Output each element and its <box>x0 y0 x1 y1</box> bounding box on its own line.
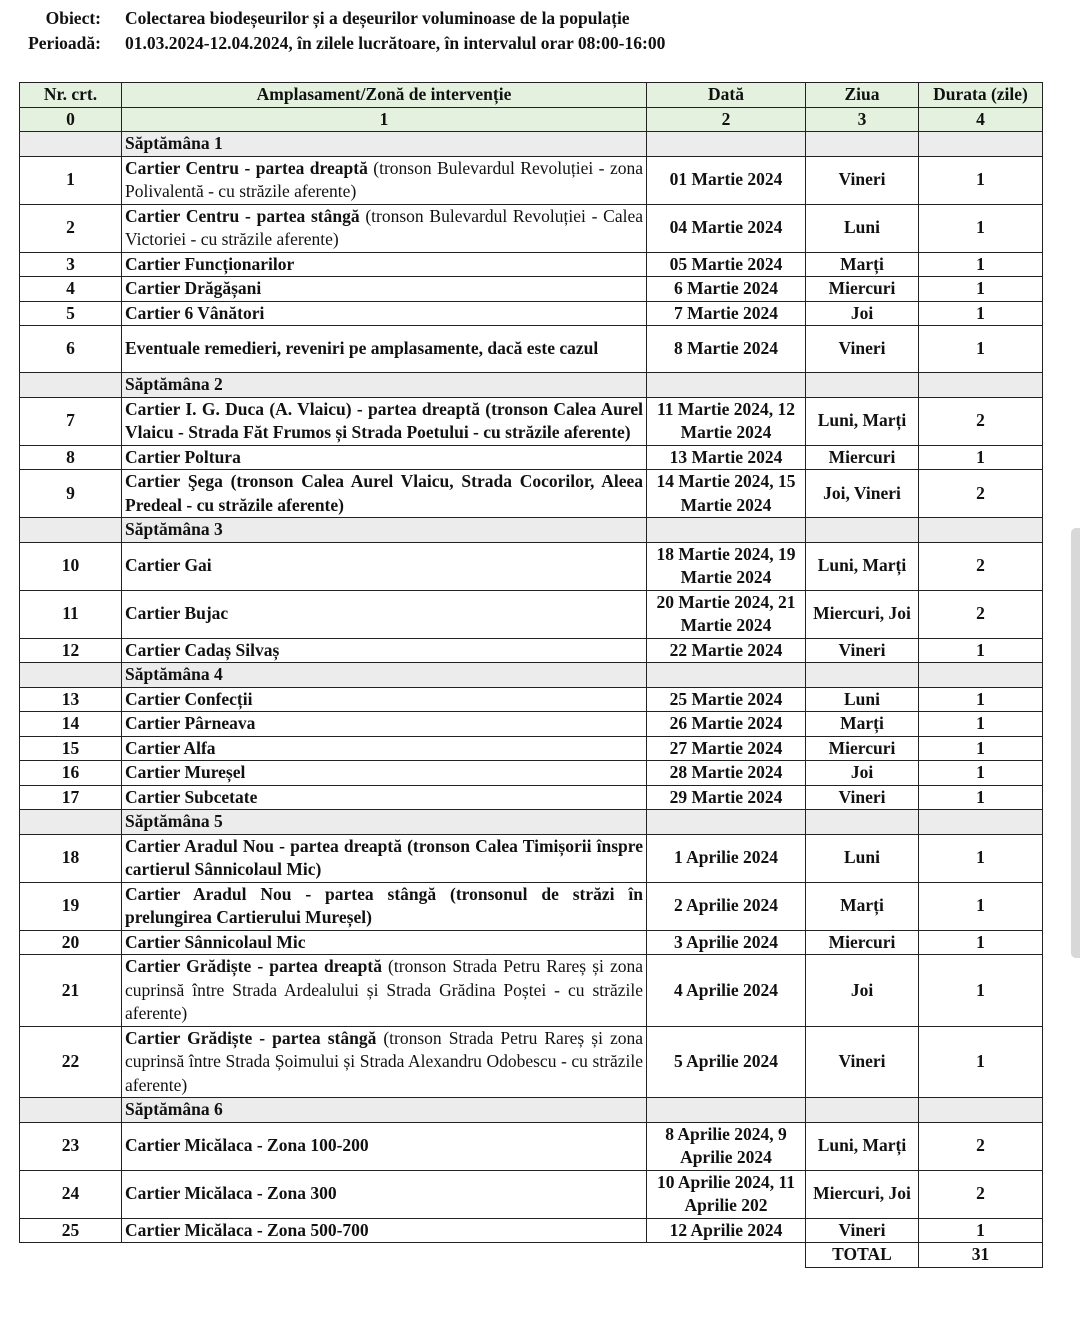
row-number: 15 <box>20 736 122 761</box>
row-number: 6 <box>20 326 122 373</box>
column-header-date: Dată <box>647 83 806 108</box>
table-row <box>20 1026 1043 1098</box>
row-number: 25 <box>20 1218 122 1243</box>
table-row <box>20 687 1043 712</box>
row-day: Joi, Vineri <box>806 470 919 518</box>
week-cell-empty <box>919 810 1043 835</box>
row-location <box>122 761 647 786</box>
row-date: 29 Martie 2024 <box>647 785 806 810</box>
total-blank <box>122 1243 647 1268</box>
row-number: 2 <box>20 204 122 252</box>
row-number: 19 <box>20 882 122 930</box>
row-day: Vineri <box>806 1026 919 1098</box>
week-cell-empty <box>20 663 122 688</box>
row-duration: 1 <box>919 301 1043 326</box>
row-number: 20 <box>20 930 122 955</box>
location-main: Cartier Bujac <box>125 603 229 624</box>
row-day: Miercuri <box>806 930 919 955</box>
row-number: 5 <box>20 301 122 326</box>
row-location <box>122 445 647 470</box>
row-location <box>122 1218 647 1243</box>
row-duration: 2 <box>919 1122 1043 1170</box>
row-duration: 1 <box>919 712 1043 737</box>
row-location <box>122 156 647 204</box>
week-cell-empty <box>806 132 919 157</box>
row-date: 12 Aprilie 2024 <box>647 1218 806 1243</box>
location-main: Cartier Confecții <box>125 688 253 709</box>
total-value: 31 <box>919 1243 1043 1268</box>
week-cell-empty <box>20 1098 122 1123</box>
column-header-nr: Nr. crt. <box>20 83 122 108</box>
row-duration: 1 <box>919 687 1043 712</box>
week-row <box>20 663 1043 688</box>
week-cell-empty <box>919 132 1043 157</box>
table-row <box>20 542 1043 590</box>
row-day: Luni, Marți <box>806 1122 919 1170</box>
week-cell-empty <box>806 810 919 835</box>
row-day: Miercuri <box>806 445 919 470</box>
row-day: Vineri <box>806 326 919 373</box>
row-date: 18 Martie 2024, 19 Martie 2024 <box>647 542 806 590</box>
row-duration: 2 <box>919 542 1043 590</box>
total-label: TOTAL <box>806 1243 919 1268</box>
table-row <box>20 955 1043 1027</box>
row-date: 05 Martie 2024 <box>647 252 806 277</box>
week-cell-empty <box>647 518 806 543</box>
row-duration: 1 <box>919 761 1043 786</box>
total-row <box>20 1243 1043 1268</box>
row-number: 9 <box>20 470 122 518</box>
object-value: Colectarea biodeșeurilor și a deșeurilor voluminoase de la populație <box>125 8 630 28</box>
location-detail: (tronson Strada Petru Rareș și zona cuprinsă între Strada Ardealului și Strada Grădina Poștei - cu străzile aferente) <box>125 956 643 1023</box>
location-main: Cartier Micălaca - Zona 100-200 <box>125 1135 369 1156</box>
row-date: 14 Martie 2024, 15 Martie 2024 <box>647 470 806 518</box>
location-main: Cartier Funcționarilor <box>125 253 295 274</box>
row-duration: 1 <box>919 156 1043 204</box>
table-row <box>20 470 1043 518</box>
row-date: 25 Martie 2024 <box>647 687 806 712</box>
row-duration: 2 <box>919 590 1043 638</box>
row-location <box>122 470 647 518</box>
row-duration: 1 <box>919 930 1043 955</box>
week-cell-empty <box>806 663 919 688</box>
week-cell-empty <box>919 663 1043 688</box>
location-main: Cartier Centru - partea stângă <box>125 205 360 226</box>
scrollbar[interactable] <box>1071 528 1080 958</box>
row-date: 26 Martie 2024 <box>647 712 806 737</box>
column-index: 1 <box>122 107 647 132</box>
schedule-table <box>19 82 1043 1268</box>
row-date: 28 Martie 2024 <box>647 761 806 786</box>
location-main: Cartier Alfa <box>125 737 216 758</box>
week-cell-empty <box>20 132 122 157</box>
week-row <box>20 373 1043 398</box>
week-label: Săptămâna 6 <box>122 1098 647 1123</box>
location-main: Cartier Poltura <box>125 446 241 467</box>
row-date: 11 Martie 2024, 12 Martie 2024 <box>647 397 806 445</box>
location-detail: (tronson Strada Petru Rareș și zona cuprinsă între Strada Șoimului și Strada Alexandru Odobescu - cu străzile aferente) <box>125 1027 643 1095</box>
column-index: 2 <box>647 107 806 132</box>
column-index: 3 <box>806 107 919 132</box>
week-cell-empty <box>647 1098 806 1123</box>
row-location <box>122 1170 647 1218</box>
row-location <box>122 542 647 590</box>
row-day: Vineri <box>806 785 919 810</box>
week-cell-empty <box>919 518 1043 543</box>
row-duration: 1 <box>919 1026 1043 1098</box>
row-location <box>122 397 647 445</box>
row-location <box>122 1026 647 1098</box>
row-location <box>122 1122 647 1170</box>
row-day: Vineri <box>806 638 919 663</box>
table-row <box>20 252 1043 277</box>
row-day: Miercuri <box>806 736 919 761</box>
row-day: Luni <box>806 204 919 252</box>
row-day: Vineri <box>806 156 919 204</box>
week-cell-empty <box>20 810 122 835</box>
week-row <box>20 518 1043 543</box>
row-location <box>122 326 647 373</box>
table-row <box>20 590 1043 638</box>
period-line <box>0 33 1080 58</box>
row-number: 11 <box>20 590 122 638</box>
table-row <box>20 834 1043 882</box>
column-index: 0 <box>20 107 122 132</box>
row-duration: 2 <box>919 1170 1043 1218</box>
row-date: 22 Martie 2024 <box>647 638 806 663</box>
table-row <box>20 761 1043 786</box>
total-blank <box>647 1243 806 1268</box>
week-cell-empty <box>919 1098 1043 1123</box>
row-duration: 1 <box>919 1218 1043 1243</box>
table-row <box>20 736 1043 761</box>
week-cell-empty <box>806 518 919 543</box>
row-date: 7 Martie 2024 <box>647 301 806 326</box>
row-date: 04 Martie 2024 <box>647 204 806 252</box>
row-number: 10 <box>20 542 122 590</box>
row-location <box>122 638 647 663</box>
location-main: Cartier 6 Vânători <box>125 302 265 323</box>
week-row <box>20 810 1043 835</box>
row-location <box>122 252 647 277</box>
row-number: 21 <box>20 955 122 1027</box>
row-location <box>122 736 647 761</box>
location-main: Cartier Drăgășani <box>125 278 262 298</box>
week-label: Săptămâna 2 <box>122 373 647 398</box>
table-row <box>20 397 1043 445</box>
row-number: 3 <box>20 252 122 277</box>
row-date: 1 Aprilie 2024 <box>647 834 806 882</box>
row-number: 8 <box>20 445 122 470</box>
table-row <box>20 785 1043 810</box>
row-duration: 1 <box>919 638 1043 663</box>
row-number: 16 <box>20 761 122 786</box>
row-location <box>122 834 647 882</box>
table-row <box>20 712 1043 737</box>
table-row <box>20 156 1043 204</box>
location-main: Cartier Sânnicolaul Mic <box>125 931 306 952</box>
row-day: Joi <box>806 761 919 786</box>
week-cell-empty <box>919 373 1043 398</box>
row-number: 24 <box>20 1170 122 1218</box>
location-main: Cartier Micălaca - Zona 500-700 <box>125 1219 369 1240</box>
column-header-day: Ziua <box>806 83 919 108</box>
row-duration: 1 <box>919 326 1043 373</box>
location-detail: (tronson Bulevardul Revoluției - Calea Victoriei - cu străzile aferente) <box>125 205 644 249</box>
row-number: 13 <box>20 687 122 712</box>
week-cell-empty <box>647 132 806 157</box>
row-location <box>122 930 647 955</box>
row-location <box>122 785 647 810</box>
column-header-row <box>20 83 1043 108</box>
table-row <box>20 1170 1043 1218</box>
row-day: Vineri <box>806 1218 919 1243</box>
table-row <box>20 277 1043 302</box>
week-label: Săptămâna 3 <box>122 518 647 543</box>
row-date: 4 Aprilie 2024 <box>647 955 806 1027</box>
row-date: 20 Martie 2024, 21 Martie 2024 <box>647 590 806 638</box>
location-main: Cartier Şega (tronson Calea Aurel Vlaicu, Strada Cocorilor, Aleea Predeal - cu străzile aferente) <box>125 471 643 515</box>
document-header <box>0 8 1080 58</box>
table-row <box>20 930 1043 955</box>
location-main: Cartier Cadaș Silvaș <box>125 639 280 660</box>
row-location <box>122 277 647 302</box>
location-main: Cartier Micălaca - Zona 300 <box>125 1183 337 1204</box>
total-blank <box>20 1243 122 1268</box>
location-main: Cartier Mureșel <box>125 762 246 782</box>
location-main: Cartier Aradul Nou - partea dreaptă (tronson Calea Timișorii înspre cartierul Sânnicolaul Mic) <box>125 835 643 879</box>
table-row <box>20 326 1043 373</box>
row-number: 14 <box>20 712 122 737</box>
row-duration: 1 <box>919 834 1043 882</box>
location-main: Cartier I. G. Duca (A. Vlaicu) - partea dreaptă (tronson Calea Aurel Vlaicu - Strada Făt Frumos și Strada Poetului - cu străzile aferente) <box>125 398 643 442</box>
row-date: 27 Martie 2024 <box>647 736 806 761</box>
row-day: Luni <box>806 687 919 712</box>
row-day: Marți <box>806 882 919 930</box>
location-main: Eventuale remedieri, reveniri pe amplasamente, dacă este cazul <box>125 338 599 359</box>
row-duration: 1 <box>919 252 1043 277</box>
row-date: 13 Martie 2024 <box>647 445 806 470</box>
location-main: Cartier Pârneava <box>125 713 256 733</box>
location-main: Cartier Grădiște - partea dreaptă <box>125 956 382 976</box>
week-cell-empty <box>806 373 919 398</box>
row-duration: 1 <box>919 736 1043 761</box>
row-location <box>122 687 647 712</box>
row-date: 8 Aprilie 2024, 9 Aprilie 2024 <box>647 1122 806 1170</box>
row-date: 3 Aprilie 2024 <box>647 930 806 955</box>
row-duration: 1 <box>919 882 1043 930</box>
table-row <box>20 204 1043 252</box>
week-cell-empty <box>20 518 122 543</box>
row-day: Luni, Marți <box>806 397 919 445</box>
row-number: 1 <box>20 156 122 204</box>
row-duration: 1 <box>919 204 1043 252</box>
column-header-duration: Durata (zile) <box>919 83 1043 108</box>
week-label: Săptămâna 5 <box>122 810 647 835</box>
week-cell-empty <box>647 810 806 835</box>
row-day: Marți <box>806 712 919 737</box>
week-row <box>20 132 1043 157</box>
row-date: 5 Aprilie 2024 <box>647 1026 806 1098</box>
column-index: 4 <box>919 107 1043 132</box>
row-date: 10 Aprilie 2024, 11 Aprilie 202 <box>647 1170 806 1218</box>
row-day: Miercuri, Joi <box>806 590 919 638</box>
row-number: 12 <box>20 638 122 663</box>
row-number: 7 <box>20 397 122 445</box>
row-duration: 2 <box>919 397 1043 445</box>
table-row <box>20 445 1043 470</box>
row-date: 2 Aprilie 2024 <box>647 882 806 930</box>
row-day: Marți <box>806 252 919 277</box>
table-row <box>20 882 1043 930</box>
table-row <box>20 1122 1043 1170</box>
row-location <box>122 712 647 737</box>
period-value: 01.03.2024-12.04.2024, în zilele lucrătoare, în intervalul orar 08:00-16:00 <box>125 33 666 53</box>
column-index-row <box>20 107 1043 132</box>
week-row <box>20 1098 1043 1123</box>
row-location <box>122 301 647 326</box>
table-row <box>20 638 1043 663</box>
row-location <box>122 204 647 252</box>
row-day: Miercuri, Joi <box>806 1170 919 1218</box>
location-main: Cartier Centru - partea dreaptă <box>125 157 368 178</box>
location-main: Cartier Aradul Nou - partea stângă (tronsonul de străzi în prelungirea Cartierului Mureșel) <box>125 883 643 927</box>
location-main: Cartier Gai <box>125 555 212 576</box>
row-duration: 1 <box>919 785 1043 810</box>
row-duration: 1 <box>919 277 1043 302</box>
row-duration: 2 <box>919 470 1043 518</box>
week-cell-empty <box>647 373 806 398</box>
row-date: 8 Martie 2024 <box>647 326 806 373</box>
row-day: Joi <box>806 301 919 326</box>
week-label: Săptămâna 4 <box>122 663 647 688</box>
week-cell-empty <box>647 663 806 688</box>
row-day: Luni, Marți <box>806 542 919 590</box>
object-line <box>0 8 1080 33</box>
row-duration: 1 <box>919 955 1043 1027</box>
row-location <box>122 955 647 1027</box>
table-row <box>20 1218 1043 1243</box>
location-main: Cartier Subcetate <box>125 786 258 807</box>
table-row <box>20 301 1043 326</box>
week-label: Săptămâna 1 <box>122 132 647 157</box>
week-cell-empty <box>20 373 122 398</box>
row-number: 17 <box>20 785 122 810</box>
period-label: Perioadă: <box>28 33 101 53</box>
row-number: 4 <box>20 277 122 302</box>
row-location <box>122 590 647 638</box>
row-day: Joi <box>806 955 919 1027</box>
column-header-location: Amplasament/Zonă de intervenție <box>122 83 647 108</box>
row-day: Miercuri <box>806 277 919 302</box>
object-label: Obiect: <box>45 8 101 28</box>
location-detail: (tronson Bulevardul Revoluției - zona Polivalentă - cu străzile aferente) <box>125 157 643 201</box>
location-main: Cartier Grădiște - partea stângă <box>125 1027 377 1048</box>
row-date: 01 Martie 2024 <box>647 156 806 204</box>
row-number: 22 <box>20 1026 122 1098</box>
row-date: 6 Martie 2024 <box>647 277 806 302</box>
row-number: 18 <box>20 834 122 882</box>
row-number: 23 <box>20 1122 122 1170</box>
row-day: Luni <box>806 834 919 882</box>
row-duration: 1 <box>919 445 1043 470</box>
week-cell-empty <box>806 1098 919 1123</box>
row-location <box>122 882 647 930</box>
